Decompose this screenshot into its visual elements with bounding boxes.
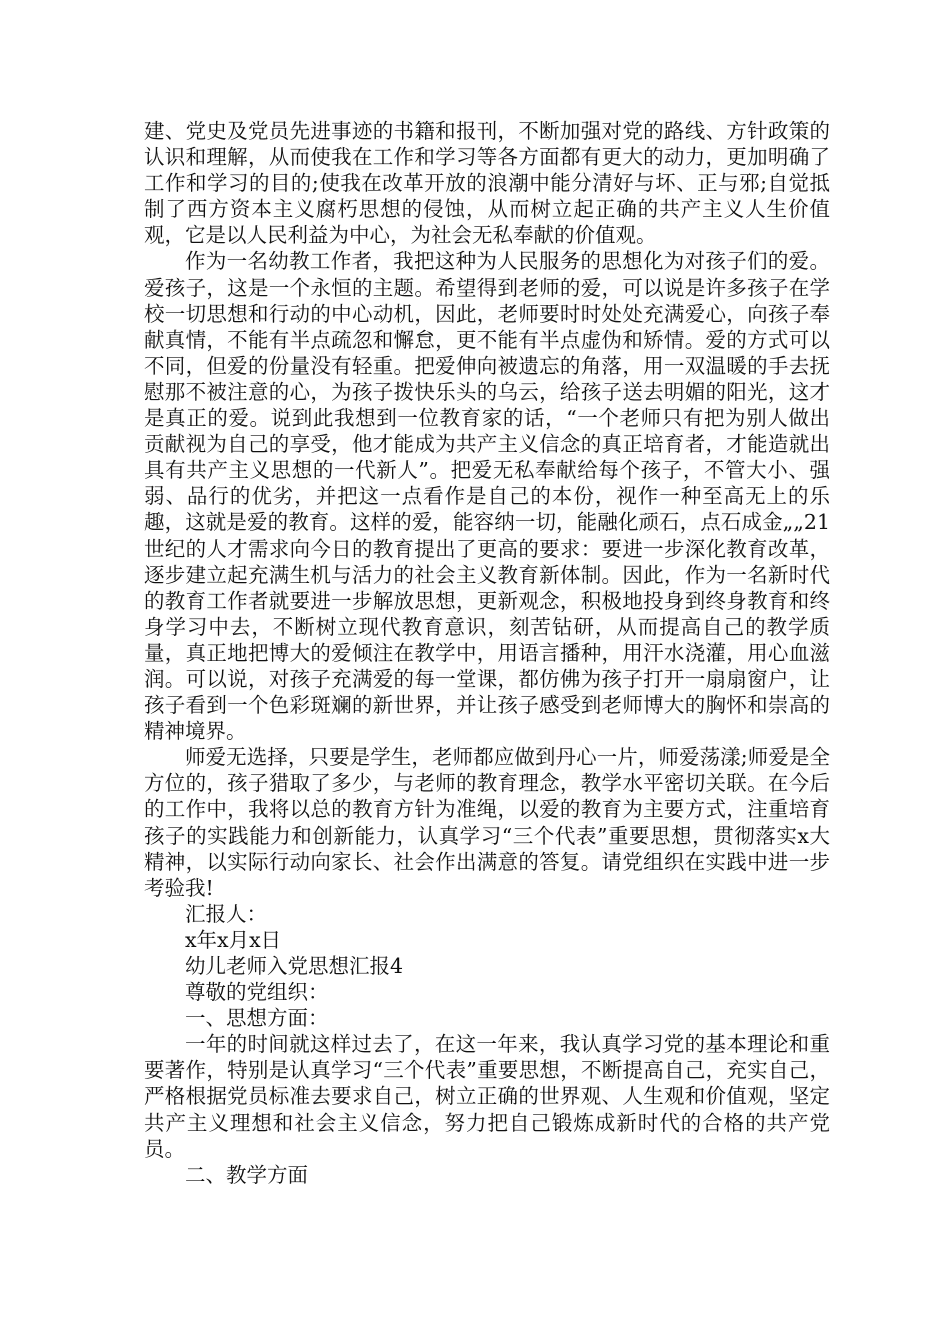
paragraph-party-history: 建、党史及党员先进事迹的书籍和报刊，不断加强对党的路线、方针政策的认识和理解，从而使我在工作和学习等各方面都有更大的动力，更加明确了工作和学习的目的;使我在改革开放的浪潮中能分清好与坏、正与邪;自觉抵制了西方资本主义腐朽思想的侵蚀，从而树立起正确的共产主义人生价值观，它是以人民利益为中心，为社会无私奉献的价值观。 (144, 119, 830, 248)
date-line: x年x月x日 (185, 927, 282, 952)
report-title: 幼儿老师入党思想汇报4 (185, 954, 404, 978)
section-heading-teaching: 二、教学方面 (185, 1162, 308, 1187)
paragraph-thought: 一年的时间就这样过去了，在这一年来，我认真学习党的基本理论和重要著作，特别是认真学习“三个代表”重要思想，不断提高自己，充实自己，严格根据党员标准去要求自己，树立正确的世界观、人生观和价值观，坚定共产主义理想和社会主义信念，努力把自己锻炼成新时代的合格的共产党员。 (144, 1032, 830, 1161)
document-body (144, 118, 830, 1188)
paragraph-love-children: 作为一名幼教工作者，我把这种为人民服务的思想化为对孩子们的爱。爱孩子，这是一个永恒的主题。希望得到老师的爱，可以说是许多孩子在学校一切思想和行动的中心动机，因此，老师要时时处处充满爱心，向孩子奉献真情，不能有半点疏忽和懈怠，更不能有半点虚伪和矫情。爱的方式可以不同，但爱的份量没有轻重。把爱伸向被遗忘的角落，用一双温暖的手去抚慰那不被注意的心，为孩子拨快乐头的乌云，给孩子送去明媚的阳光，这才是真正的爱。说到此我想到一位教育家的话，“一个老师只有把为别人做出贡献视为自己的享受，他才能成为共产主义信念的真正培育者，才能造就出具有共产主义思想的一代新人”。把爱无私奉献给每个孩子，不管大小、强弱、品行的优劣，并把这一点看作是自己的本份，视作一种至高无上的乐趣，这就是爱的教育。这样的爱，能容纳一切，能融化顽石，点石成金„„21世纪的人才需求向今日的教育提出了更高的要求：要进一步深化教育改革，逐步建立起充满生机与活力的社会主义教育新体制。因此，作为一名新时代的教育工作者就要进一步解放思想，更新观念，积极地投身到终身教育和终身学习中去，不断树立现代教育意识，刻苦钻研，从而提高自己的教学质量，真正地把博大的爱倾注在教学中，用语言播种，用汗水浇灌，用心血滋润。可以说，对孩子充满爱的每一堂课，都仿佛为孩子打开一扇扇窗户，让孩子看到一个色彩斑斓的新世界，并让孩子感受到老师博大的胸怀和崇高的精神境界。 (144, 249, 830, 744)
salutation: 尊敬的党组织： (185, 980, 329, 1005)
section-heading-thought: 一、思想方面： (185, 1006, 329, 1031)
paragraph-teacher-love: 师爱无选择，只要是学生，老师都应做到丹心一片，师爱荡漾;师爱是全方位的，孩子猎取了多少，与老师的教育理念，教学水平密切关联。在今后的工作中，我将以总的教育方针为准绳，以爱的教育为主要方式，注重培育孩子的实践能力和创新能力，认真学习“三个代表”重要思想，贯彻落实x大精神，以实际行动向家长、社会作出满意的答复。请党组织在实践中进一步考验我! (144, 745, 830, 900)
reporter-line: 汇报人： (185, 901, 267, 926)
